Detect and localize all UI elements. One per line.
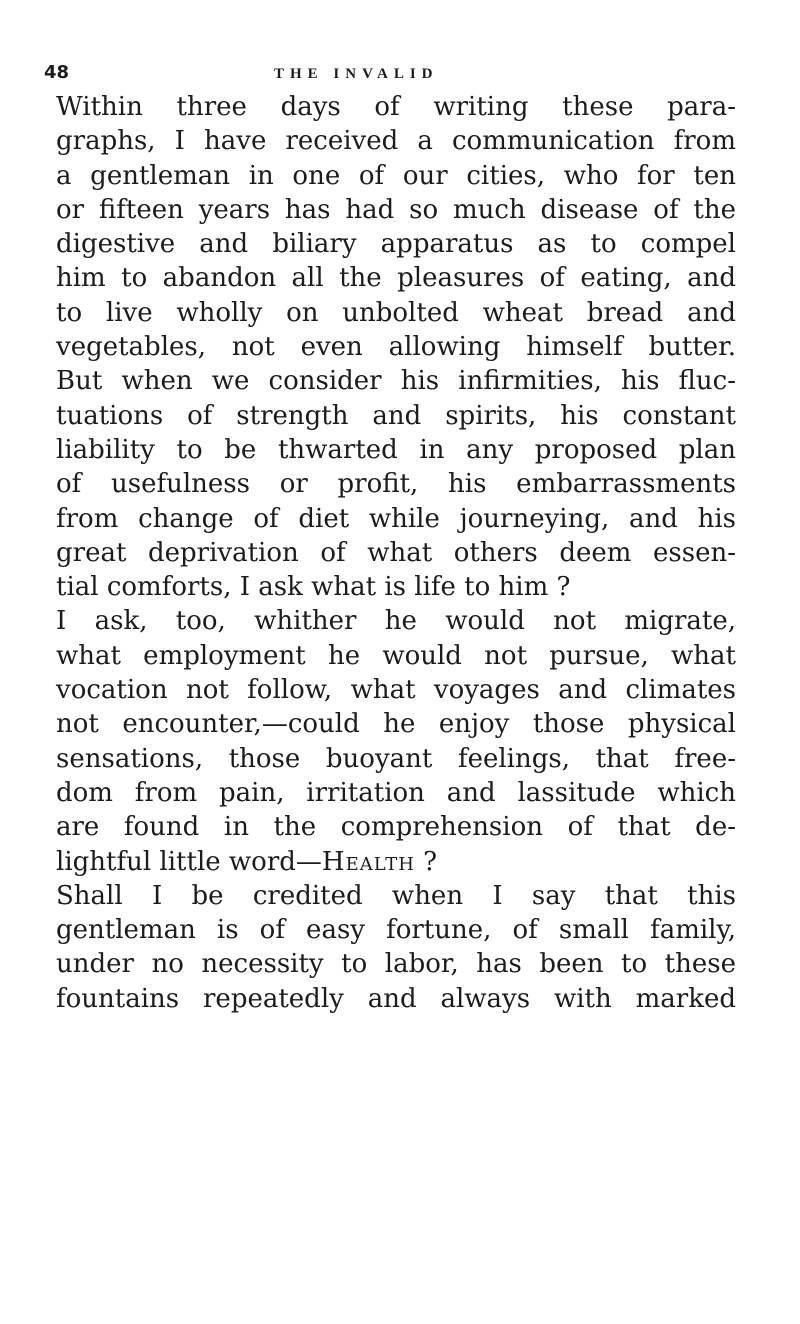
text-line: Shall I be credited when I say that this — [56, 880, 736, 911]
text-line: tuations of strength and spirits, his constant — [56, 400, 736, 431]
text-line: or fifteen years has had so much disease of the — [56, 194, 736, 225]
text-line: vocation not follow, what voyages and climates — [56, 675, 736, 706]
text-line: liability to be thwarted in any proposed plan — [56, 434, 736, 465]
running-head — [44, 62, 744, 88]
text-line: tial comforts, I ask what is life to him ? — [56, 572, 571, 603]
text-line: I ask, too, whither he would not migrate, — [56, 606, 736, 637]
text-line: sensations, those buoyant feelings, that free- — [56, 743, 736, 774]
text-line: fountains repeatedly and always with marked — [56, 983, 736, 1014]
text-line: Within three days of writing these para- — [56, 92, 736, 122]
text-line: under no necessity to labor, has been to these — [56, 949, 736, 980]
running-title: THE INVALID — [274, 66, 439, 82]
text-line: But when we consider his infirmities, his fluc- — [56, 366, 736, 397]
body-text — [56, 90, 736, 1016]
text-line: what employment he would not pursue, what — [56, 640, 736, 671]
text-fragment: lightful little word— — [56, 846, 322, 877]
page-number: 48 — [44, 62, 70, 83]
text-line — [56, 845, 736, 879]
text-line: dom from pain, irritation and lassitude which — [56, 777, 736, 808]
text-line: to live wholly on unbolted wheat bread and — [56, 297, 736, 328]
text-line: vegetables, not even allowing himself butter. — [56, 332, 736, 363]
text-line: him to abandon all the pleasures of eating, and — [56, 263, 736, 294]
text-line: not encounter,—could he enjoy those physical — [56, 709, 736, 740]
text-line: from change of diet while journeying, and his — [56, 503, 736, 534]
text-line: of usefulness or profit, his embarrassments — [56, 469, 736, 500]
text-fragment: ? — [414, 846, 438, 877]
text-line: a gentleman in one of our cities, who for ten — [56, 160, 736, 191]
text-line: are found in the comprehension of that de- — [56, 812, 736, 843]
text-line: great deprivation of what others deem essen- — [56, 537, 736, 568]
text-line: graphs, I have received a communication from — [56, 126, 736, 157]
text-line: digestive and biliary apparatus as to compel — [56, 229, 736, 260]
text-line: gentleman is of easy fortune, of small family, — [56, 915, 736, 946]
small-caps-word: Health — [321, 846, 415, 877]
